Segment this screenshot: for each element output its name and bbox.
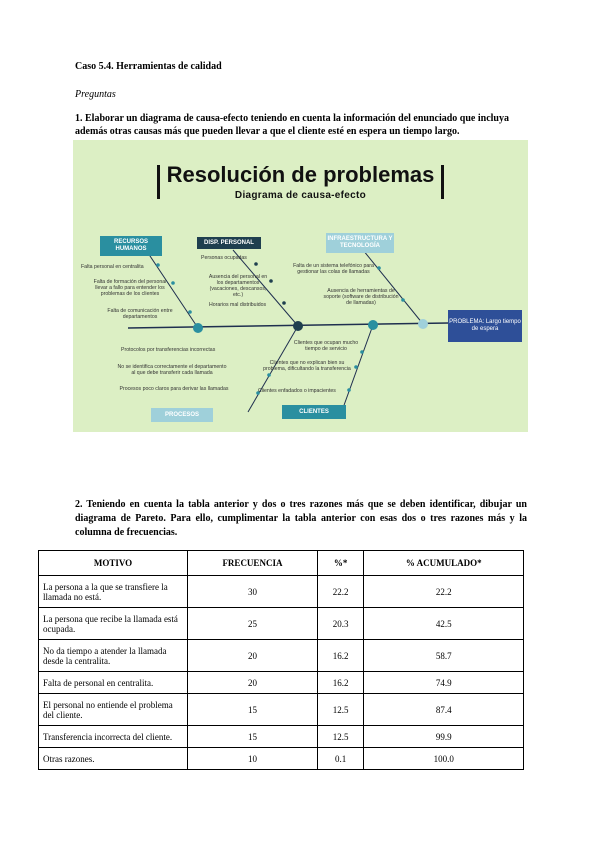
cell-acumulado: 99.9 (364, 726, 524, 748)
table-row (39, 608, 524, 640)
cell-acumulado: 58.7 (364, 640, 524, 672)
pareto-table (38, 550, 524, 770)
cell-acumulado: 74.9 (364, 672, 524, 694)
cause-label: Ausencia del personal en los departamentos (vacaciones, descansos, etc.) (208, 274, 268, 298)
table-row (39, 640, 524, 672)
cell-frecuencia: 10 (188, 748, 318, 770)
cause-label: Falta de formación del personal llevar a fallo para entender los problemas de los clientes (93, 279, 167, 297)
cell-acumulado: 22.2 (364, 576, 524, 608)
cause-label: Clientes enfadados o impacientes (258, 388, 336, 394)
table-row (39, 672, 524, 694)
cause-label: Ausencia de herramientas de soporte (software de distribución de llamadas) (323, 288, 399, 306)
table-header-row (39, 551, 524, 576)
cell-pct: 20.3 (317, 608, 364, 640)
col-header: MOTIVO (39, 551, 188, 576)
table-row (39, 576, 524, 608)
cause-label: Clientes que no explican bien su problema, dificultando la transferencia (263, 360, 351, 372)
col-header: FRECUENCIA (188, 551, 318, 576)
cause-label: Falta de comunicación entre departamentos (107, 308, 173, 320)
cell-motivo: La persona que recibe la llamada está ocupada. (39, 608, 188, 640)
cell-acumulado: 87.4 (364, 694, 524, 726)
cell-pct: 12.5 (317, 694, 364, 726)
cell-motivo: No da tiempo a atender la llamada desde la centralita. (39, 640, 188, 672)
cause-label: No se identifica correctamente el departamento al que debe transferir cada llamada (117, 364, 227, 376)
category-recursos-humanos: RECURSOS HUMANOS (100, 236, 162, 256)
question-1: 1. Elaborar un diagrama de causa-efecto teniendo en cuenta la información del enunciado que incluya además otras causas más que pueden llevar a que el cliente esté en espera un tiempo largo. (75, 113, 509, 137)
cell-acumulado: 100.0 (364, 748, 524, 770)
cell-pct: 16.2 (317, 640, 364, 672)
table-row (39, 726, 524, 748)
category-infraestructura: INFRAESTRUCTURA Y TECNOLOGÍA (326, 233, 394, 253)
diagram-subtitle: Diagrama de causa-efecto (234, 190, 367, 201)
col-header: % ACUMULADO* (364, 551, 524, 576)
diagram-title: Resolución de problemas (166, 162, 435, 187)
cell-acumulado: 42.5 (364, 608, 524, 640)
cause-label: Protocolos por transferencias incorrectas (121, 347, 216, 353)
cause-label: Horarios mal distribuidos (209, 302, 267, 308)
cell-frecuencia: 20 (188, 672, 318, 694)
table-row (39, 748, 524, 770)
category-clientes: CLIENTES (282, 405, 346, 419)
cell-pct: 0.1 (317, 748, 364, 770)
cell-pct: 16.2 (317, 672, 364, 694)
preguntas-heading: Preguntas (75, 89, 116, 100)
cell-frecuencia: 15 (188, 726, 318, 748)
cell-frecuencia: 30 (188, 576, 318, 608)
cell-pct: 22.2 (317, 576, 364, 608)
cause-label: Falta de un sistema telefónico para gestionar las colas de llamadas (293, 263, 374, 275)
cell-motivo: Transferencia incorrecta del cliente. (39, 726, 188, 748)
category-procesos: PROCESOS (151, 408, 213, 422)
cell-frecuencia: 25 (188, 608, 318, 640)
question-2: 2. Teniendo en cuenta la tabla anterior y dos o tres razones más que se deben identificar, dibujar un diagrama de Pareto. Para ello, cumplimentar la tabla anterior con esas dos o tres razones más y la columna de frecuencias. (75, 499, 527, 538)
category-disp-personal: DISP. PERSONAL (197, 237, 261, 249)
cell-pct: 12.5 (317, 726, 364, 748)
cell-frecuencia: 20 (188, 640, 318, 672)
cell-frecuencia: 15 (188, 694, 318, 726)
problem-box: PROBLEMA: Largo tiempo de espera (448, 310, 522, 342)
case-title: Caso 5.4. Herramientas de calidad (75, 61, 222, 72)
cause-label: Personas ocupadas (201, 255, 247, 261)
cause-label: Falta personal en centralita (81, 264, 144, 270)
cell-motivo: Falta de personal en centralita. (39, 672, 188, 694)
cell-motivo: Otras razones. (39, 748, 188, 770)
col-header: %* (317, 551, 364, 576)
cause-label: Procesos poco claros para derivar las llamadas (119, 386, 229, 392)
cell-motivo: La persona a la que se transfiere la llamada no está. (39, 576, 188, 608)
cause-effect-diagram (73, 140, 528, 432)
cell-motivo: El personal no entiende el problema del cliente. (39, 694, 188, 726)
cause-label: Clientes que ocupan mucho tiempo de servicio (293, 340, 359, 352)
table-row (39, 694, 524, 726)
